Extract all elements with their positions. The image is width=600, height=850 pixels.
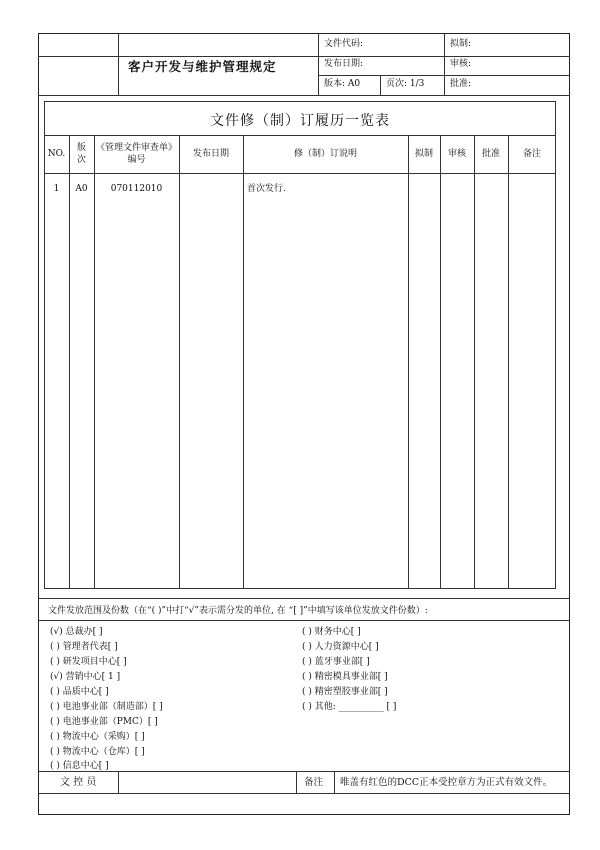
list-item: ( ) 品质中心[ ] — [50, 687, 109, 697]
approver-label: 批准: — [450, 79, 472, 89]
list-item: ( ) 蓝牙事业部[ ] — [302, 657, 370, 667]
drafter-label: 拟制: — [450, 39, 472, 49]
list-item: (√) 总裁办[ ] — [50, 627, 103, 637]
reviewer-label: 审核: — [450, 59, 472, 69]
col-reviewer: 审核 — [447, 149, 466, 159]
version-label: 版本: A0 — [324, 79, 361, 89]
list-item: ( ) 电池事业部（PMC）[ ] — [50, 717, 158, 727]
col-no: NO. — [47, 149, 66, 159]
remark-text: 唯盖有红色的DCC正本受控章方为正式有效文件。 — [340, 777, 553, 788]
revision-table-title: 文件修（制）订履历一览表 — [210, 113, 390, 129]
list-item: ( ) 电池事业部（制造部）[ ] — [50, 702, 163, 712]
distribution-instruction: 文件发放范围及份数（在“( )”中打“√”表示需分发的单位, 在 “[ ]”中填写该单位发放文件份数）: — [48, 606, 428, 616]
doc-code-label: 文件代码: — [324, 39, 364, 49]
controller-label: 文 控 员 — [60, 777, 97, 788]
header-bottom — [38, 95, 570, 96]
list-item: ( ) 精密模具事业部[ ] — [302, 672, 388, 682]
list-item: ( ) 其他: __________ [ ] — [302, 702, 397, 712]
col-drafter: 拟制 — [414, 149, 433, 159]
list-item: ( ) 管理者代表[ ] — [50, 642, 118, 652]
list-item: ( ) 物流中心（仓库）[ ] — [50, 747, 145, 757]
remark-label: 备注 — [304, 777, 324, 788]
list-item: ( ) 精密塑胶事业部[ ] — [302, 687, 388, 697]
issue-date-label: 发布日期: — [324, 59, 364, 69]
list-item: ( ) 物流中心（采购）[ ] — [50, 732, 145, 742]
col-issue-date: 发布日期 — [192, 149, 229, 159]
list-item: ( ) 信息中心[ ] — [50, 761, 109, 771]
list-item: ( ) 财务中心[ ] — [302, 627, 361, 637]
list-item: (√) 营销中心[ 1 ] — [50, 672, 121, 682]
document-title: 客户开发与维护管理规定 — [128, 59, 277, 74]
list-item: ( ) 研发项目中心[ ] — [50, 657, 127, 667]
col-approver: 批准 — [481, 149, 500, 159]
col-remarks: 备注 — [522, 149, 541, 159]
col-version: 版 次 — [76, 143, 86, 165]
revision-table — [44, 101, 556, 589]
col-review-form: 《管理文件审查单》 编号 — [95, 143, 177, 165]
col-description: 修（制）订说明 — [293, 149, 357, 159]
list-item: ( ) 人力资源中心[ ] — [302, 642, 379, 652]
page-label: 页次: 1/3 — [386, 79, 425, 89]
